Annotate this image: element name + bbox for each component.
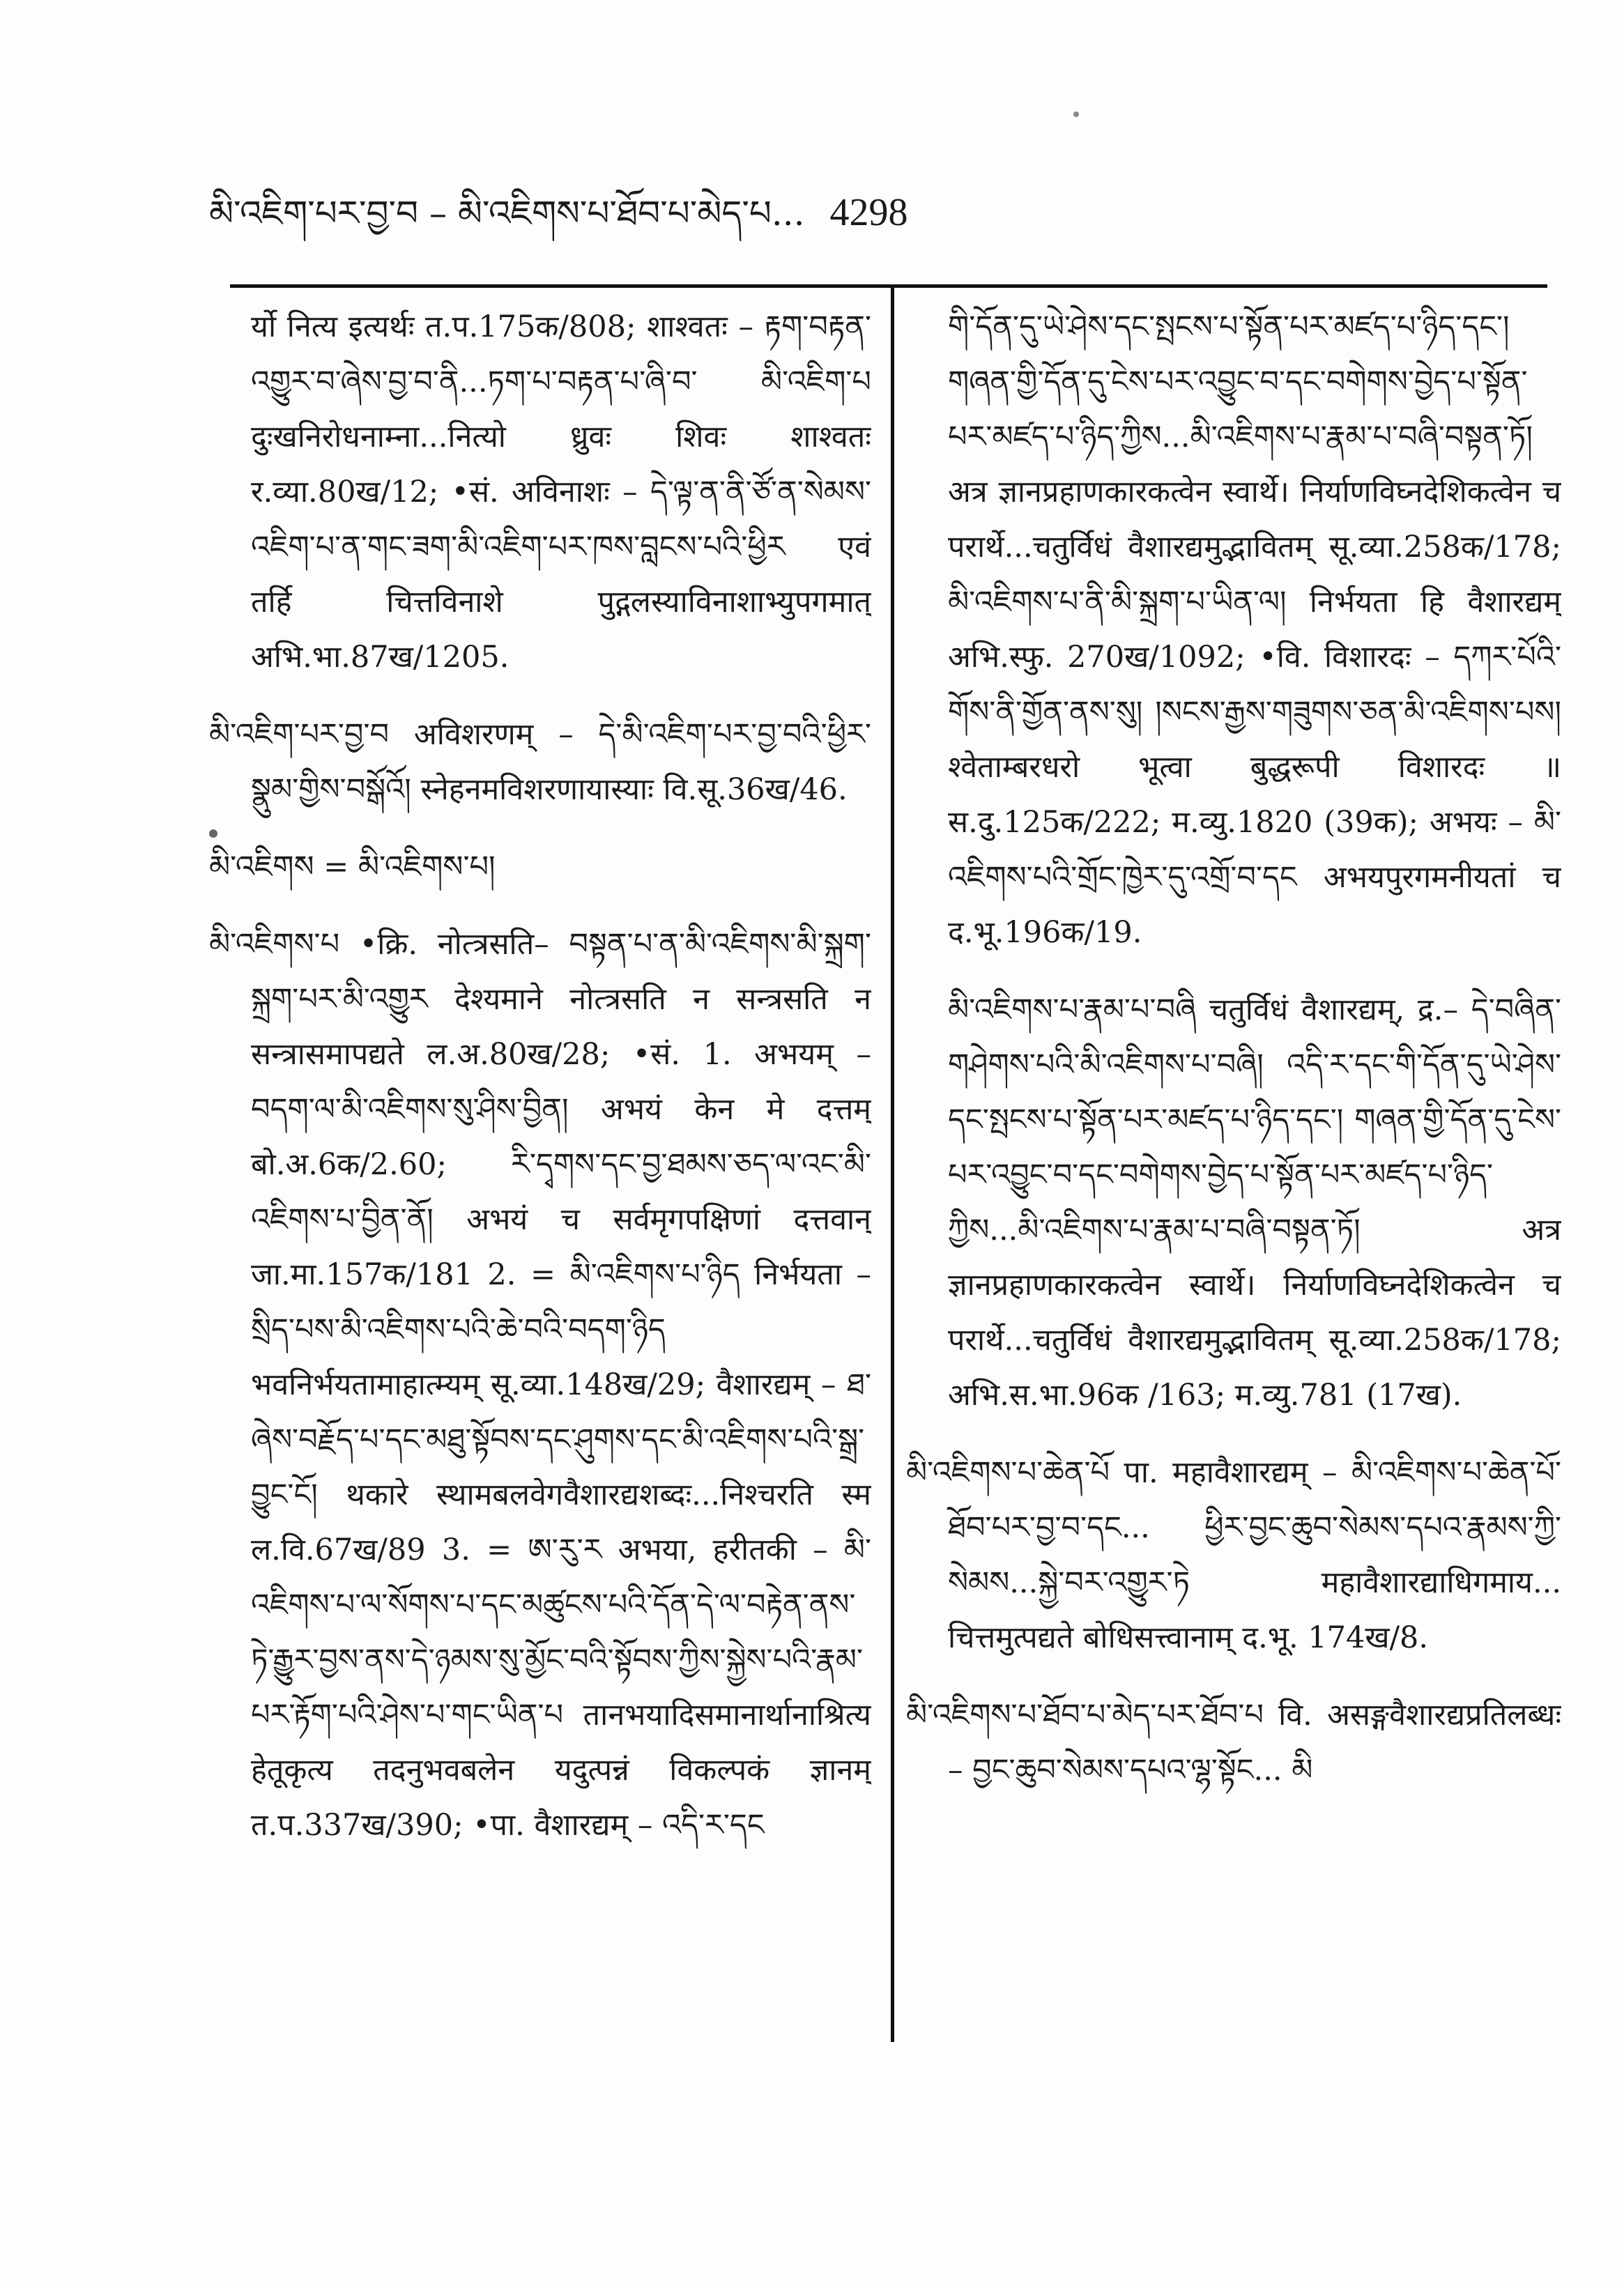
running-header <box>209 188 948 238</box>
dictionary-entry: མི་འཇིག་པར་བྱ་བ अविशरणम् – དེ་མི་འཇིག་པར་བྱ་བའི་ཕྱིར་སྣུམ་གྱིས་བསྒོའོ། स्नेहनमविशरणायास्याः वि.सू.36ख/46. <box>209 717 871 807</box>
column-divider <box>891 286 894 2042</box>
page-number: 4298 <box>829 191 908 234</box>
dictionary-entry: མི་འཇིགས་པ་ཆེན་པོ पा. महावैशारद्यम् – མི་འཇིགས་པ་ཆེན་པོ་ཐོབ་པར་བྱ་བ་དང... ཕྱིར་བྱང་ཆུབ་སེམས་དཔའ་རྣམས་ཀྱི་སེམས...སྐྱེ་བར་འགྱུར་ཏེ महावैशारद्याधिगमाय... चित्तमुत्पद्यते बोधिसत्त्वानाम् द.भू. 174ख/8. <box>906 1455 1561 1655</box>
dictionary-entry: र्यो नित्य इत्यर्थः त.प.175क/808; शाश्वतः – རྟག་བརྟན་འགྱུར་བ་ཞེས་བྱ་བ་ནི...ཏག་པ་བརྟན་པ་ཞི་བ་ མི་འཇིག་པ दुःखनिरोधनाम्ना...नित्यो ध्रुवः शिवः शाश्वतः र.व्या.80ख/12; •सं. अविनाशः – དེ་ལྟ་ན་ནི་ཙོ་ན་སེམས་འཇིག་པ་ན་གང་ཟག་མི་འཇིག་པར་ཁས་བླངས་པའི་ཕྱིར एवं तर्हि चित्तविनाशे पुद्गलस्याविनाशाभ्युपगमात् अभि.भा.87ख/1205. <box>251 309 871 675</box>
right-column <box>906 300 1561 2042</box>
dictionary-entry: མི་འཇིགས་པ་རྣམ་པ་བཞི चतुर्विधं वैशारद्यम्, द्र.– དེ་བཞིན་གཤེགས་པའི་མི་འཇིགས་པ་བཞི། འདི་ར་དང་གི་དོན་དུ་ཡེ་ཤེས་དང་སྤངས་པ་སྟོན་པར་མཛད་པ་ཉིད་དང་། གཞན་གྱི་དོན་དུ་ངེས་པར་འབྱུང་བ་དང་བགེགས་བྱེད་པ་སྟོན་པར་མཛད་པ་ཉིད་ཀྱིས...མི་འཇིགས་པ་རྣམ་པ་བཞི་བསྟན་ཏོ། अत्र ज्ञानप्रहाणकारकत्वेन स्वार्थे। निर्याणविघ्नदेशिकत्वेन च परार्थे...चतुर्विधं वैशारद्यमुद्भावितम् सू.व्या.258क/178; अभि.स.भा.96क /163; म.व्यु.781 (17ख). <box>948 992 1561 1413</box>
dictionary-entry: མི་འཇིགས་པ་ཐོབ་པ་མེད་པར་ཐོབ་པ वि. असङ्गवैशारद्यप्रतिलब्धः – བྱང་ཆུབ་སེམས་དཔའ་ལྷ་སྟོང... མི <box>906 1698 1561 1788</box>
scan-speck <box>1073 112 1079 117</box>
dictionary-entry: གི་དོན་དུ་ཡེ་ཤེས་དང་སྤངས་པ་སྟོན་པར་མཛད་པ་ཉིད་དང་། གཞན་གྱི་དོན་དུ་ངེས་པར་འབྱུང་བ་དང་བགེགས་བྱེད་པ་སྟོན་པར་མཛད་པ་ཉིད་ཀྱིས...མི་འཇིགས་པ་རྣམ་པ་བཞི་བསྟན་ཏོ། अत्र ज्ञानप्रहाणकारकत्वेन स्वार्थे। निर्याणविघ्नदेशिकत्वेन च परार्थे...चतुर्विधं वैशारद्यमुद्भावितम् सू.व्या.258क/178; མི་འཇིགས་པ་ནི་མི་སྐྲག་པ་ཡིན་ལ། निर्भयता हि वैशारद्यम् अभि.स्फु. 270ख/1092; •वि. विशारदः – དཀར་པོའི་གོས་ནི་གྱོན་ནས་སུ། །སངས་རྒྱས་གཟུགས་ཅན་མི་འཇིགས་པས། श्वेताम्बरधरो भूत्वा बुद्धरूपी विशारदः ॥ स.दु.125क/222; म.व्यु.1820 (39क); अभयः – མི་འཇིགས་པའི་གྲོང་ཁྱེར་དུ་འགྲོ་བ་དང अभयपुरगमनीयतां च द.भू.196क/19. <box>948 309 1561 950</box>
dictionary-entry: མི་འཇིགས = མི་འཇིགས་པ། <box>209 850 496 884</box>
running-title: མི་འཇིག་པར་བྱ་བ – མི་འཇིགས་པ་ཐོབ་པ་མེད་པ... <box>209 193 805 233</box>
header-rule <box>230 284 1547 288</box>
left-column <box>209 300 871 2042</box>
dictionary-entry: མི་འཇིགས་པ •क्रि. नोत्त्रसति– བསྟན་པ་ན་མི་འཇིགས་མི་སྐྲག་སྐྲག་པར་མི་འགྱུར देश्यमाने नोत्त्रसति न सन्त्रसति न सन्त्रासमापद्यते ल.अ.80ख/28; •सं. 1. अभयम् – བདག་ལ་མི་འཇིགས་སུ་ཤིས་བྱིན། अभयं केन मे दत्तम् बो.अ.6क/2.60; རི་དྭགས་དང་བྱ་ཐམས་ཅད་ལ་འང་མི་འཇིགས་པ་བྱིན་ནོ། अभयं च सर्वमृगपक्षिणां दत्तवान् जा.मा.157क/181 2. = མི་འཇིགས་པ་ཉིད निर्भयता – སྲིད་པས་མི་འཇིགས་པའི་ཆེ་བའི་བདག་ཉིད भवनिर्भयतामाहात्म्यम् सू.व्या.148ख/29; वैशारद्यम् – ཐ་ཞེས་བརྗོད་པ་དང་མཐུ་སྟོབས་དང་ཤུགས་དང་མི་འཇིགས་པའི་སྒྲ་བྱུང་ངོ། थकारे स्थामबलवेगवैशारद्यशब्दः...निश्चरति स्म ल.वि.67ख/89 3. = ཨ་རུ་ར अभया, हरीतकी – མི་འཇིགས་པ་ལ་སོགས་པ་དང་མཚུངས་པའི་དོན་དེ་ལ་བརྟེན་ནས་ཏེ་རྒྱུར་བྱས་ནས་དེ་ཉམས་སུ་མྱོང་བའི་སྟོབས་ཀྱིས་སྐྱེས་པའི་རྣམ་པར་རྟོག་པའི་ཤེས་པ་གང་ཡིན་པ तानभयादिसमानार्थानाश्रित्य हेतूकृत्य तदनुभवबलेन यदुत्पन्नं विकल्पकं ज्ञानम् त.प.337ख/390; •पा. वैशारद्यम् – འདི་ར་དང <box>209 927 871 1843</box>
